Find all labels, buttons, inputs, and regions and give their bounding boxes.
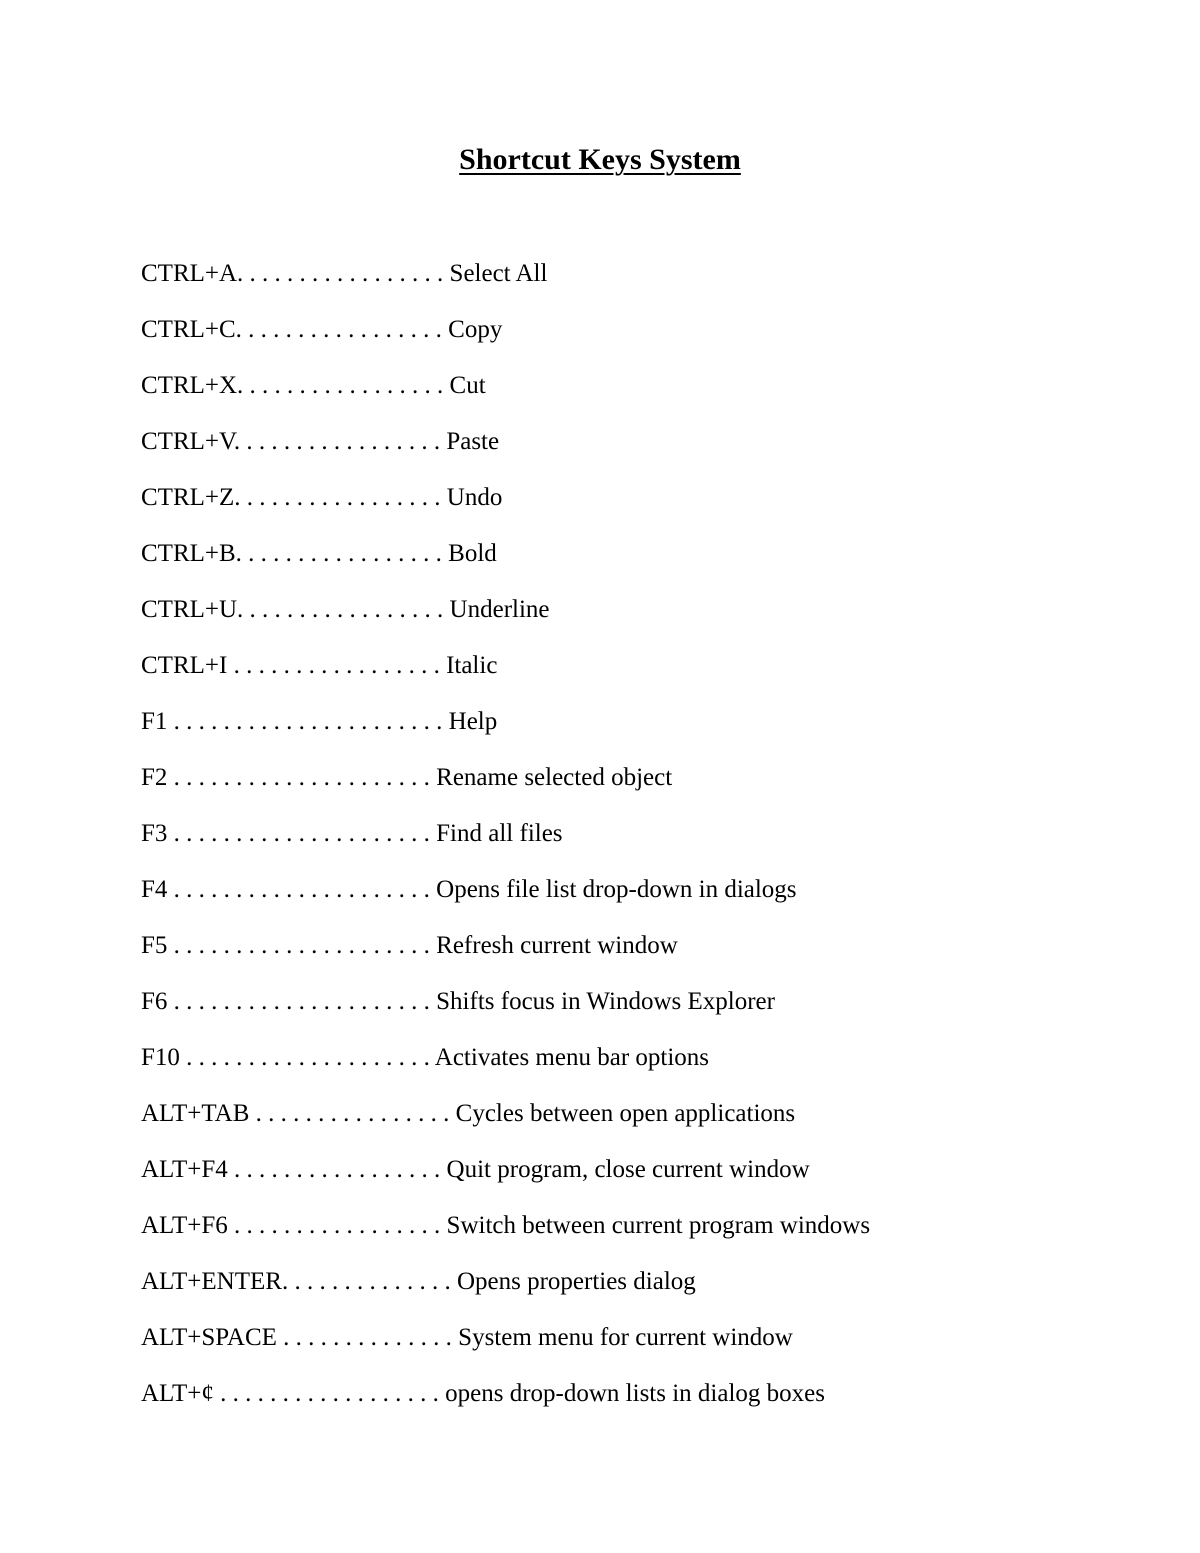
shortcut-list [141, 256, 870, 1432]
shortcut-row-alt-f4: ALT+F4 . . . . . . . . . . . . . . . . . Quit program, close current window [141, 1156, 810, 1183]
page-title [0, 140, 1200, 180]
shortcut-row-alt-space: ALT+SPACE . . . . . . . . . . . . . . System menu for current window [141, 1324, 793, 1351]
shortcut-row-f2: F2 . . . . . . . . . . . . . . . . . . . . . Rename selected object [141, 764, 673, 791]
shortcut-row-ctrl-v: CTRL+V. . . . . . . . . . . . . . . . . Paste [141, 428, 500, 455]
shortcut-row-alt-enter: ALT+ENTER. . . . . . . . . . . . . . Opens properties dialog [141, 1268, 696, 1295]
shortcut-row-ctrl-i: CTRL+I . . . . . . . . . . . . . . . . . Italic [141, 652, 498, 679]
shortcut-row-f3: F3 . . . . . . . . . . . . . . . . . . . . . Find all files [141, 820, 563, 847]
shortcut-row-alt-tab: ALT+TAB . . . . . . . . . . . . . . . . Cycles between open applications [141, 1100, 796, 1127]
shortcut-row-ctrl-u: CTRL+U. . . . . . . . . . . . . . . . . Underline [141, 596, 550, 623]
shortcut-row-alt-cent: ALT+¢ . . . . . . . . . . . . . . . . . . opens drop-down lists in dialog boxes [141, 1380, 825, 1407]
shortcut-row-ctrl-x: CTRL+X. . . . . . . . . . . . . . . . . Cut [141, 372, 486, 399]
shortcut-row-f5: F5 . . . . . . . . . . . . . . . . . . . . . Refresh current window [141, 932, 678, 959]
shortcut-row-ctrl-a: CTRL+A. . . . . . . . . . . . . . . . . Select All [141, 260, 548, 287]
shortcut-row-f10: F10 . . . . . . . . . . . . . . . . . . . . Activates menu bar options [141, 1044, 710, 1071]
shortcut-row-f1: F1 . . . . . . . . . . . . . . . . . . . . . . Help [141, 708, 498, 735]
page-title-text: Shortcut Keys System [459, 143, 741, 176]
shortcut-row-ctrl-z: CTRL+Z. . . . . . . . . . . . . . . . . Undo [141, 484, 503, 511]
shortcut-row-alt-f6: ALT+F6 . . . . . . . . . . . . . . . . . Switch between current program windows [141, 1212, 871, 1239]
shortcut-row-ctrl-c: CTRL+C. . . . . . . . . . . . . . . . . Copy [141, 316, 503, 343]
shortcut-row-f6: F6 . . . . . . . . . . . . . . . . . . . . . Shifts focus in Windows Explorer [141, 988, 775, 1015]
shortcut-row-f4: F4 . . . . . . . . . . . . . . . . . . . . . Opens file list drop-down in dialogs [141, 876, 797, 903]
shortcut-row-ctrl-b: CTRL+B. . . . . . . . . . . . . . . . . Bold [141, 540, 497, 567]
